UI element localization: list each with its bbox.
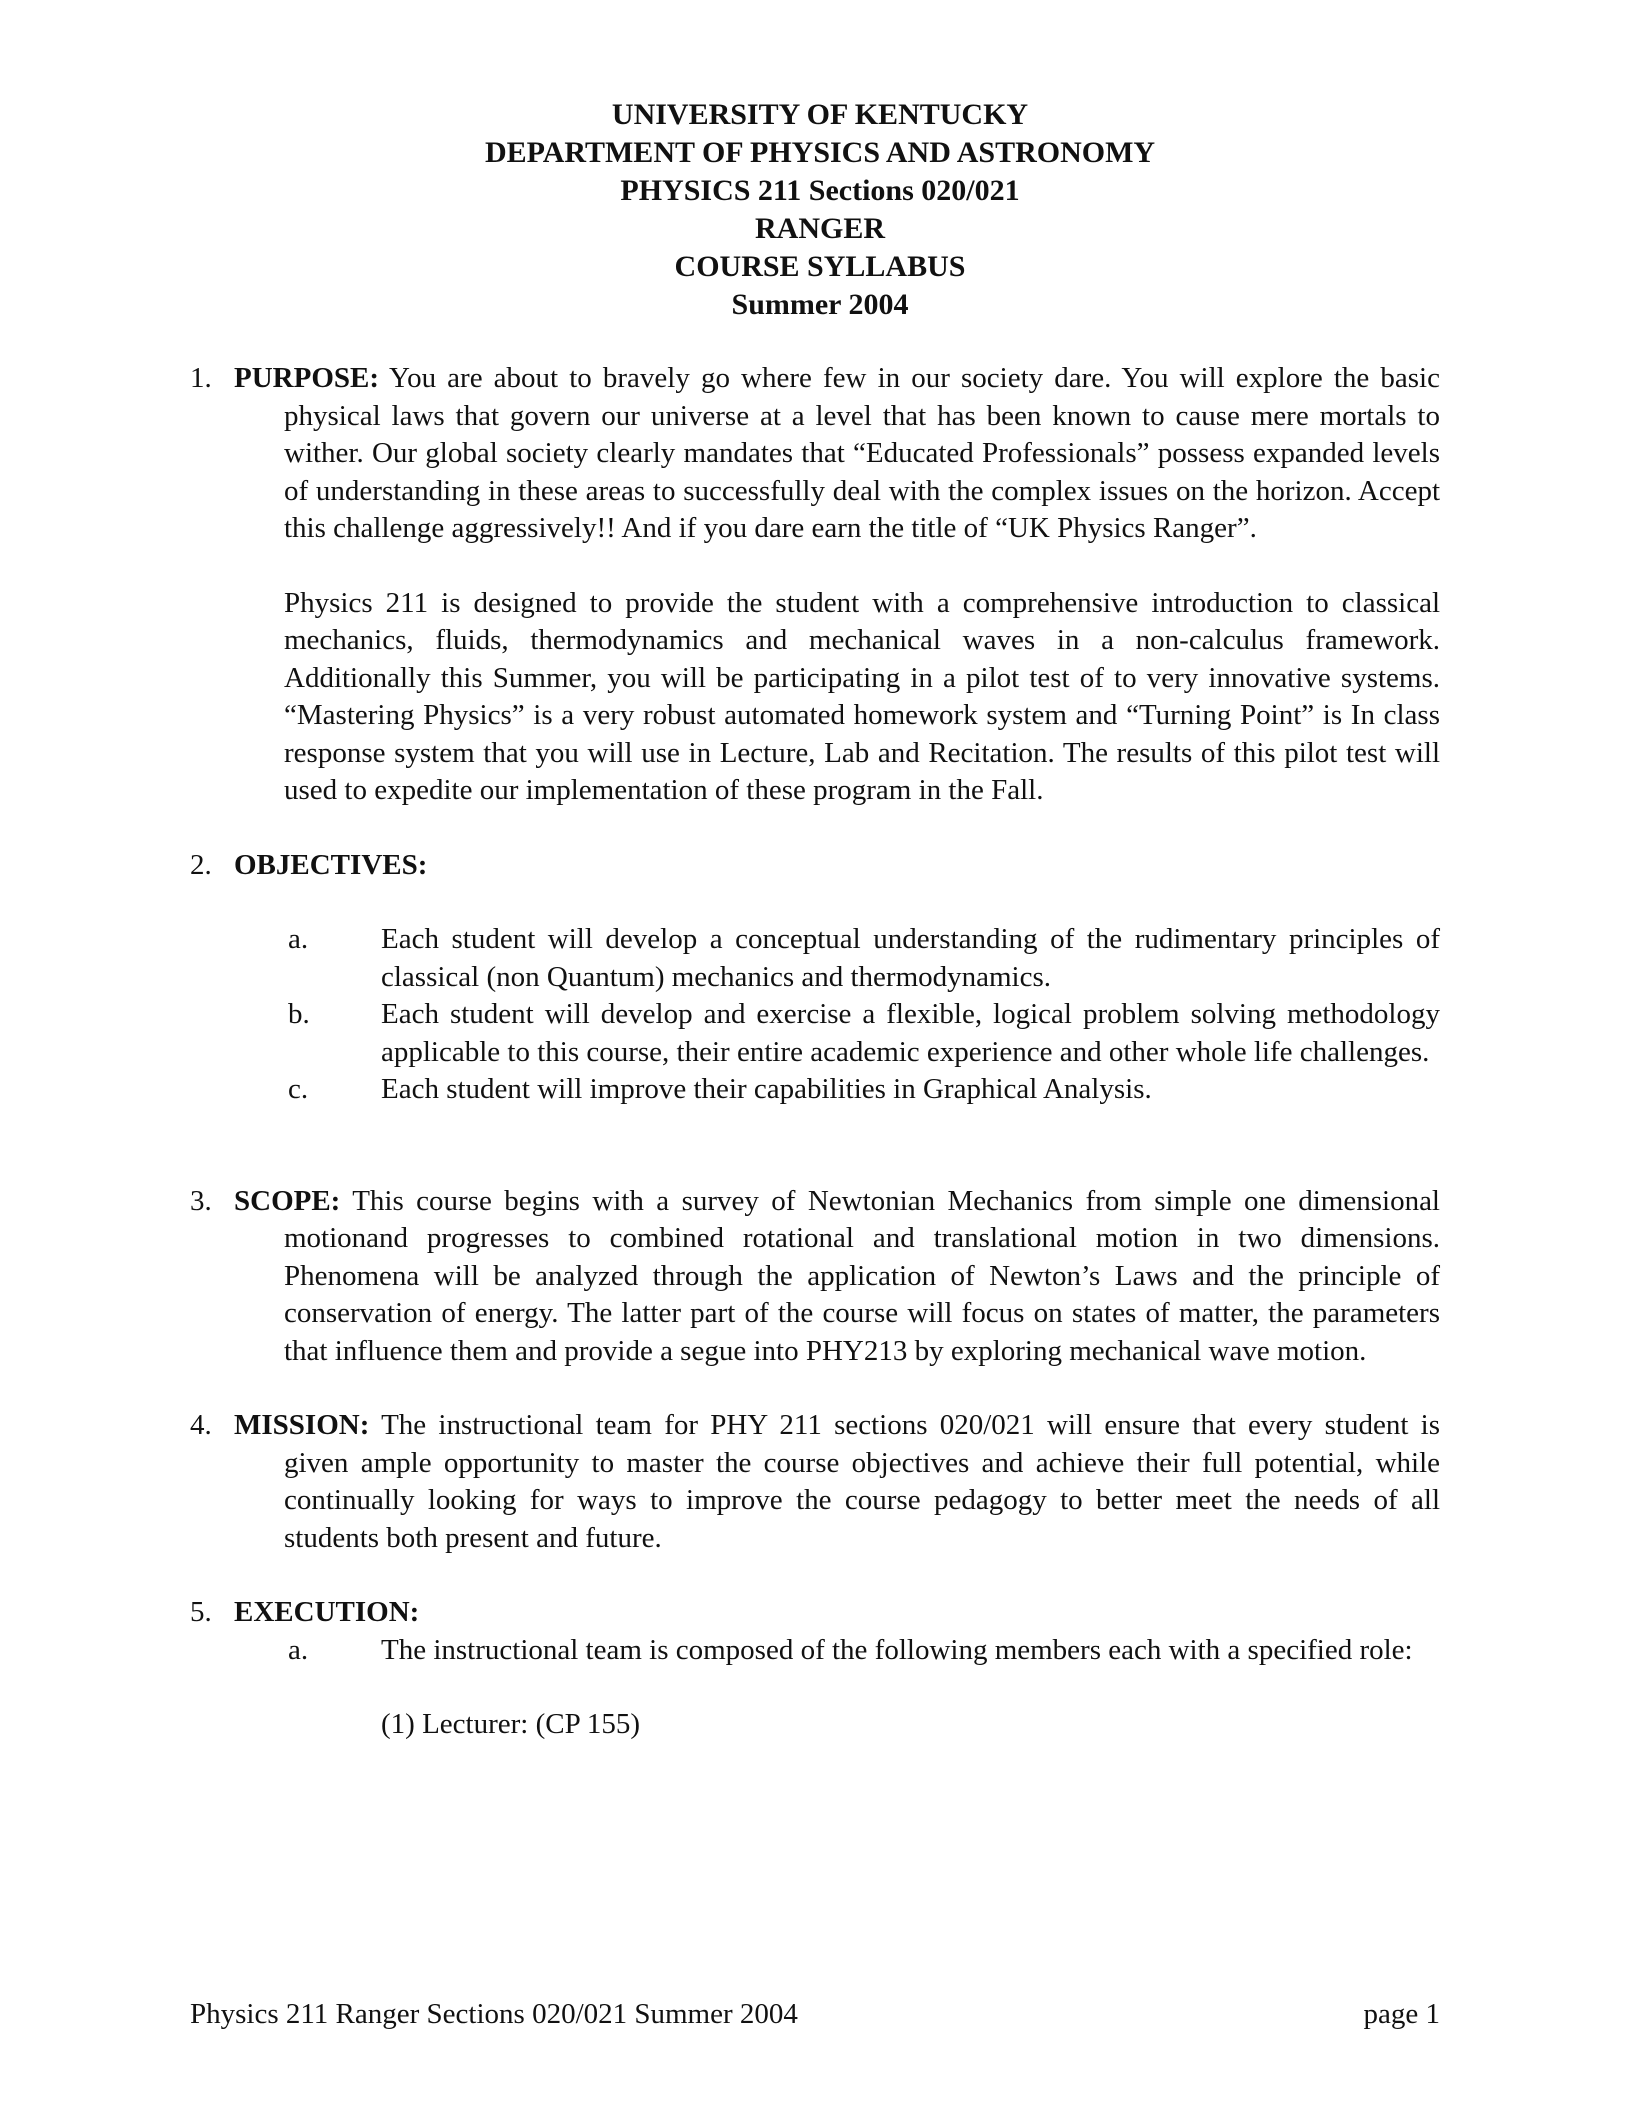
section-execution [190, 1594, 1440, 1744]
section-title: MISSION: [234, 1409, 370, 1441]
list-item [190, 996, 1440, 1071]
header-term: Summer 2004 [731, 288, 909, 321]
section-text: You are about to bravely go where few in our society dare. You will explore the basic physical laws that govern our universe at a level that has been known to cause mere mortals to wither. Our global society clearly mandates that “Educated Professionals” possess expanded levels of understanding in these areas to successfully deal with the complex issues on the horizon. Accept this challenge aggressively!! And if you dare earn the title of “UK Physics Ranger”. [284, 362, 1440, 544]
document-header [0, 96, 1640, 324]
list-letter: a. [288, 923, 309, 955]
section-number: 1. [190, 362, 212, 394]
header-department: DEPARTMENT OF PHYSICS AND ASTRONOMY [484, 136, 1156, 169]
execution-subitem: (1) Lecturer: (CP 155) [381, 1708, 641, 1740]
section-objectives [190, 847, 1440, 1109]
list-text: Each student will develop and exercise a flexible, logical problem solving methodology applicable to this course, their entire academic experience and other whole life challenges. [381, 998, 1440, 1068]
header-syllabus: COURSE SYLLABUS [674, 250, 966, 283]
list-text: Each student will develop a conceptual understanding of the rudimentary principles of classical (non Quantum) mechanics and thermodynamics. [381, 923, 1440, 993]
list-text: Each student will improve their capabilities in Graphical Analysis. [381, 1073, 1152, 1105]
section-paragraph: Physics 211 is designed to provide the student with a comprehensive introduction to classical mechanics, fluids, thermodynamics and mechanical waves in a non-calculus framework. Additionally this Summer, you will be participating in a pilot test of to very innovative systems. “Mastering Physics” is a very robust automated homework system and “Turning Point” is In class response system that you will use in Lecture, Lab and Recitation. The results of this pilot test will used to expedite our implementation of these program in the Fall. [284, 586, 1440, 806]
header-university: UNIVERSITY OF KENTUCKY [611, 98, 1029, 131]
section-text: This course begins with a survey of Newtonian Mechanics from simple one dimensional motionand progresses to combined rotational and translational motion in two dimensions. Phenomena will be analyzed through the application of Newton’s Laws and the principle of conservation of energy. The latter part of the course will focus on states of matter, the parameters that influence them and provide a segue into PHY213 by exploring mechanical wave motion. [284, 1184, 1440, 1367]
list-item [190, 1632, 1440, 1670]
list-item [190, 1071, 1440, 1109]
section-purpose [190, 360, 1440, 810]
section-title: EXECUTION: [234, 1596, 420, 1628]
list-item [190, 921, 1440, 996]
section-title: OBJECTIVES: [234, 848, 428, 881]
list-text: The instructional team is composed of the following members each with a specified role: [381, 1633, 1413, 1666]
footer-course-info: Physics 211 Ranger Sections 020/021 Summer 2004 [190, 1998, 798, 2030]
list-letter: a. [288, 1633, 309, 1666]
section-number: 4. [190, 1409, 212, 1441]
section-scope [190, 1183, 1440, 1371]
objectives-list [190, 921, 1440, 1109]
section-number: 2. [190, 848, 212, 881]
footer-page-number: page 1 [1363, 1998, 1440, 2030]
header-ranger: RANGER [754, 212, 885, 245]
list-letter: b. [288, 998, 310, 1030]
section-number: 3. [190, 1184, 212, 1217]
syllabus-body [190, 360, 1440, 1744]
header-course: PHYSICS 211 Sections 020/021 [620, 174, 1020, 207]
list-letter: c. [288, 1073, 309, 1105]
section-title: SCOPE: [234, 1184, 341, 1217]
section-text: The instructional team for PHY 211 sections 020/021 will ensure that every student is given ample opportunity to master the course objectives and achieve their full potential, while continually looking for ways to improve the course pedagogy to better meet the needs of all students both present and future. [284, 1409, 1440, 1554]
execution-list [190, 1632, 1440, 1670]
section-number: 5. [190, 1596, 212, 1628]
section-title: PURPOSE: [234, 362, 379, 394]
section-mission [190, 1407, 1440, 1557]
